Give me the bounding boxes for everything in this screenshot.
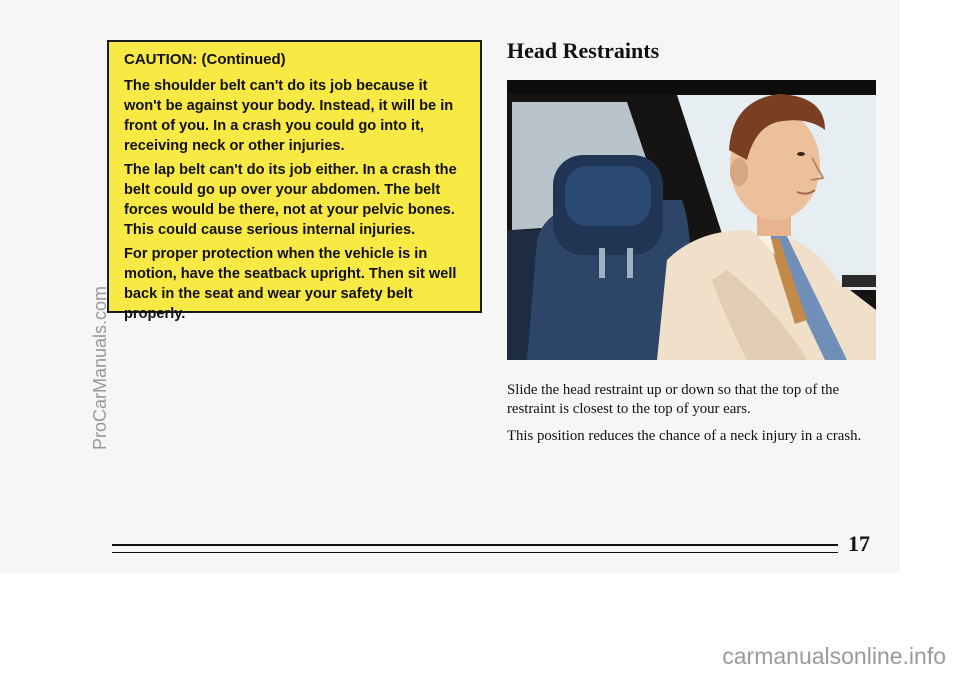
driver-seated-illustration xyxy=(507,80,876,360)
body-paragraph-2: This position reduces the chance of a neck injury in a crash. xyxy=(507,428,862,444)
side-watermark: ProCarManuals.com xyxy=(90,285,110,450)
head-restraint-illustration xyxy=(507,80,876,360)
section-heading: Head Restraints xyxy=(507,38,660,63)
caution-title: CAUTION: (Continued) xyxy=(124,51,286,68)
caution-paragraph-2: The lap belt can't do its job either. In a crash the belt could go up over your abdomen. The belt forces would be there, not at your pelvic bones. This could cause serious internal injuries. xyxy=(124,162,457,238)
caution-paragraph-1: The shoulder belt can't do its job because it won't be against your body. Instead, it will be in front of you. In a crash you could go into it, receiving neck or other injuries. xyxy=(124,78,454,154)
caution-paragraph-3: For proper protection when the vehicle is in motion, have the seatback upright. Then sit well back in the seat and wear your safety belt properly. xyxy=(124,246,457,322)
page-number: 17 xyxy=(848,531,870,556)
footer-rule-thin xyxy=(112,552,838,553)
caution-box xyxy=(107,40,482,322)
body-paragraph-1: Slide the head restraint up or down so that the top of the restraint is closest to the top of your ears. xyxy=(507,382,840,417)
section-body xyxy=(507,381,879,454)
footer-rule-thick xyxy=(112,544,838,546)
bottom-watermark: carmanualsonline.info xyxy=(722,643,946,669)
